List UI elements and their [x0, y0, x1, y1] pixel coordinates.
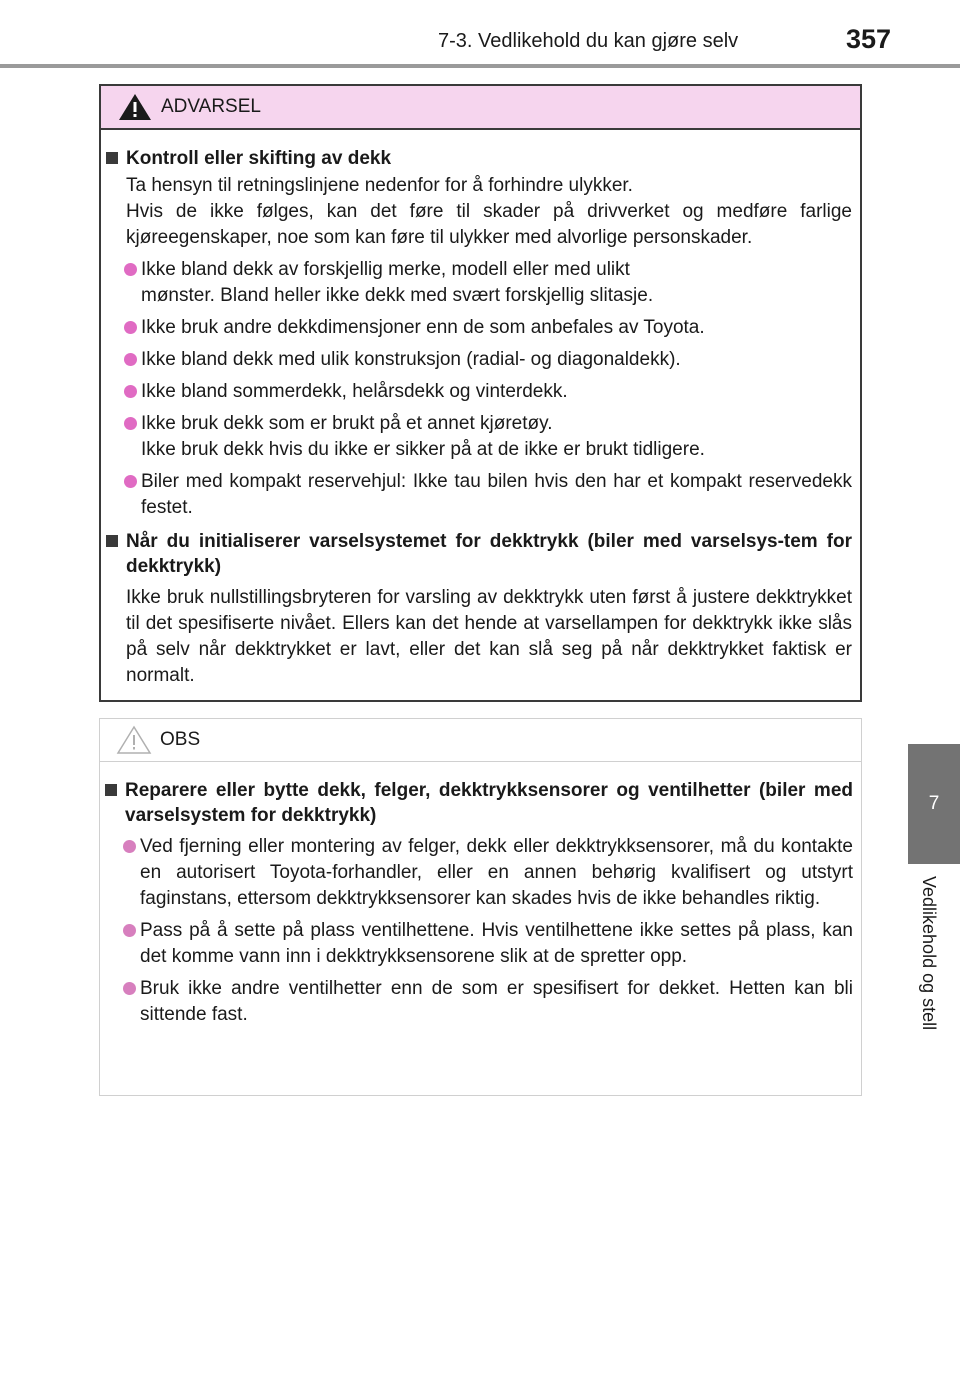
list-item [124, 411, 852, 463]
chapter-label: Vedlikehold og stell [919, 876, 939, 1031]
warning-heading: ADVARSEL [161, 96, 261, 117]
list-item-text: Bruk ikke andre ventilhetter enn de som er spesifisert for dekket. Hetten kan bli sittende fast. [140, 978, 853, 1025]
square-bullet-icon [105, 784, 117, 796]
warning-box [99, 84, 862, 702]
list-item [123, 976, 853, 1028]
list-item-text: Ikke bland dekk med ulik konstruksjon (radial- og diagonaldekk). [141, 349, 681, 370]
list-item-text: Ikke bruk dekk som er brukt på et annet kjøretøy. Ikke bruk dekk hvis du ikke er sikker på at de ikke er brukt tidligere. [141, 413, 705, 460]
list-item [124, 379, 852, 405]
warning-triangle-icon [117, 92, 153, 122]
section-paragraph: Ikke bruk nullstillingsbryteren for varsling av dekktrykk uten først å justere dekktrykket til det spesifiserte nivået. Ellers kan det hende at varsellampen for dekktrykk ikke slås på selv når dekktrykket er lavt, eller det kan slå seg på når dekktrykket faktisk er normalt. [126, 587, 852, 686]
list-item [124, 315, 852, 341]
section-title [105, 529, 852, 579]
chapter-tab [908, 744, 960, 864]
round-bullet-icon [123, 924, 136, 937]
round-bullet-icon [123, 840, 136, 853]
page-number: 357 [846, 24, 892, 54]
section-paragraph: Ta hensyn til retningslinjene nedenfor for å forhindre ulykker. Hvis de ikke følges, kan det føre til skader på drivverket og medføre farlige kjøreegenskaper, noe som kan føre til ulykker med alvorlige personskader. [126, 175, 852, 248]
list-item-text: Ikke bruk andre dekkdimensjoner enn de som anbefales av Toyota. [141, 317, 705, 338]
list-item-text: Ved fjerning eller montering av felger, dekk eller dekktrykksensorer, må du kontakte en autorisert Toyota-forhandler, eller en annen behørig kvalifisert og utstyrt faginstans, ettersom dekktrykksensorer kan skades hvis de ikke behandles riktig. [140, 836, 853, 909]
list-item [123, 834, 853, 912]
list-item-text: Ikke bland sommerdekk, helårsdekk og vinterdekk. [141, 381, 568, 402]
list-item-text: Pass på å sette på plass ventilhettene. Hvis ventilhettene ikke settes på plass, kan det komme vann inn i dekktrykksensorene slik at de spretter opp. [140, 920, 853, 967]
page-header-title: 7-3. Vedlikehold du kan gjøre selv [438, 30, 739, 52]
round-bullet-icon [124, 475, 137, 488]
caution-triangle-icon [116, 725, 152, 755]
round-bullet-icon [124, 321, 137, 334]
section-title-text: Kontroll eller skifting av dekk [126, 148, 392, 169]
section-title [105, 146, 852, 171]
round-bullet-icon [124, 385, 137, 398]
list-item [123, 918, 853, 970]
list-item [124, 469, 852, 521]
square-bullet-icon [106, 535, 118, 547]
round-bullet-icon [123, 982, 136, 995]
list-item [124, 257, 852, 309]
section-title-text: Når du initialiserer varselsystemet for dekktrykk (biler med varselsys-tem for dekktrykk) [126, 531, 852, 577]
header-divider [0, 64, 960, 68]
section-title-text: Reparere eller bytte dekk, felger, dekktrykksensorer og ventilhetter (biler med varselsystem for dekktrykk) [125, 780, 853, 826]
round-bullet-icon [124, 417, 137, 430]
warning-header [101, 86, 860, 130]
notice-heading: OBS [160, 729, 201, 750]
notice-header [100, 719, 861, 762]
round-bullet-icon [124, 353, 137, 366]
notice-box [99, 718, 862, 1096]
square-bullet-icon [106, 152, 118, 164]
list-item-text: Biler med kompakt reservehjul: Ikke tau bilen hvis den har et kompakt reservedekk festet. [141, 471, 852, 518]
section-title [104, 778, 853, 828]
round-bullet-icon [124, 263, 137, 276]
list-item-text: Ikke bland dekk av forskjellig merke, modell eller med ulikt mønster. Bland heller ikke dekk med svært forskjellig slitasje. [141, 259, 654, 306]
list-item [124, 347, 852, 373]
chapter-number: 7 [928, 793, 940, 814]
